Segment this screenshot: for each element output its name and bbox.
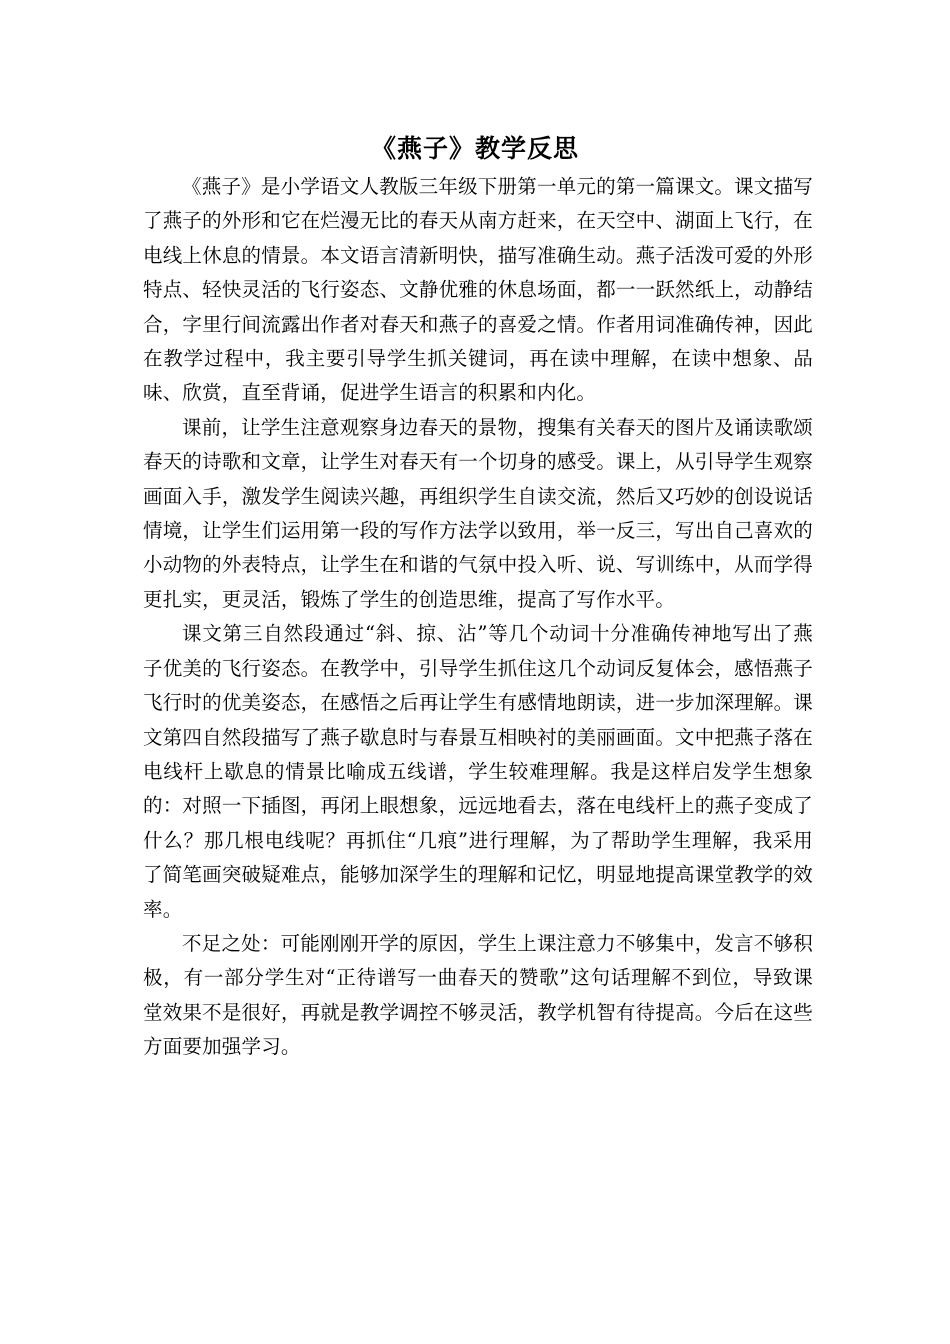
paragraph-1: 《燕子》是小学语文人教版三年级下册第一单元的第一篇课文。课文描写了燕子的外形和它在烂漫无比的春天从南方赶来，在天空中、湖面上飞行，在电线上休息的情景。本文语言清新明快，描写准确生动。燕子活泼可爱的外形特点、轻快灵活的飞行姿态、文静优雅的休息场面，都一一跃然纸上，动静结合，字里行间流露出作者对春天和燕子的喜爱之情。作者用词准确传神，因此在教学过程中，我主要引导学生抓关键词，再在读中理解，在读中想象、品味、欣赏，直至背诵，促进学生语言的积累和内化。 [143,175,813,405]
paragraph-3: 课文第三自然段通过“斜、掠、沾”等几个动词十分准确传神地写出了燕子优美的飞行姿态。在教学中，引导学生抓住这几个动词反复体会，感悟燕子飞行时的优美姿态，在感悟之后再让学生有感情地朗读，进一步加深理解。课文第四自然段描写了燕子歇息时与春景互相映衬的美丽画面。文中把燕子落在电线杆上歇息的情景比喻成五线谱，学生较难理解。我是这样启发学生想象的：对照一下插图，再闭上眼想象，远远地看去，落在电线杆上的燕子变成了什么？那几根电线呢？再抓住“几痕”进行理解，为了帮助学生理解，我采用了简笔画突破疑难点，能够加深学生的理解和记忆，明显地提高课堂教学的效率。 [143,622,813,921]
paragraph-2: 课前，让学生注意观察身边春天的景物，搜集有关春天的图片及诵读歌颂春天的诗歌和文章，让学生对春天有一个切身的感受。课上，从引导学生观察画面入手，激发学生阅读兴趣，再组织学生自读交流，然后又巧妙的创设说话情境，让学生们运用第一段的写作方法学以致用，举一反三，写出自己喜欢的小动物的外表特点，让学生在和谐的气氛中投入听、说、写训练中，从而学得更扎实，更灵活，锻炼了学生的创造思维，提高了写作水平。 [143,415,813,611]
document-body [143,170,813,1065]
document-title: 《燕子》教学反思 [370,134,579,163]
paragraph-4: 不足之处：可能刚刚开学的原因，学生上课注意力不够集中，发言不够积极，有一部分学生对“正待谱写一曲春天的赞歌”这句话理解不到位，导致课堂效果不是很好，再就是教学调控不够灵活，教学机智有待提高。今后在这些方面要加强学习。 [143,931,813,1059]
